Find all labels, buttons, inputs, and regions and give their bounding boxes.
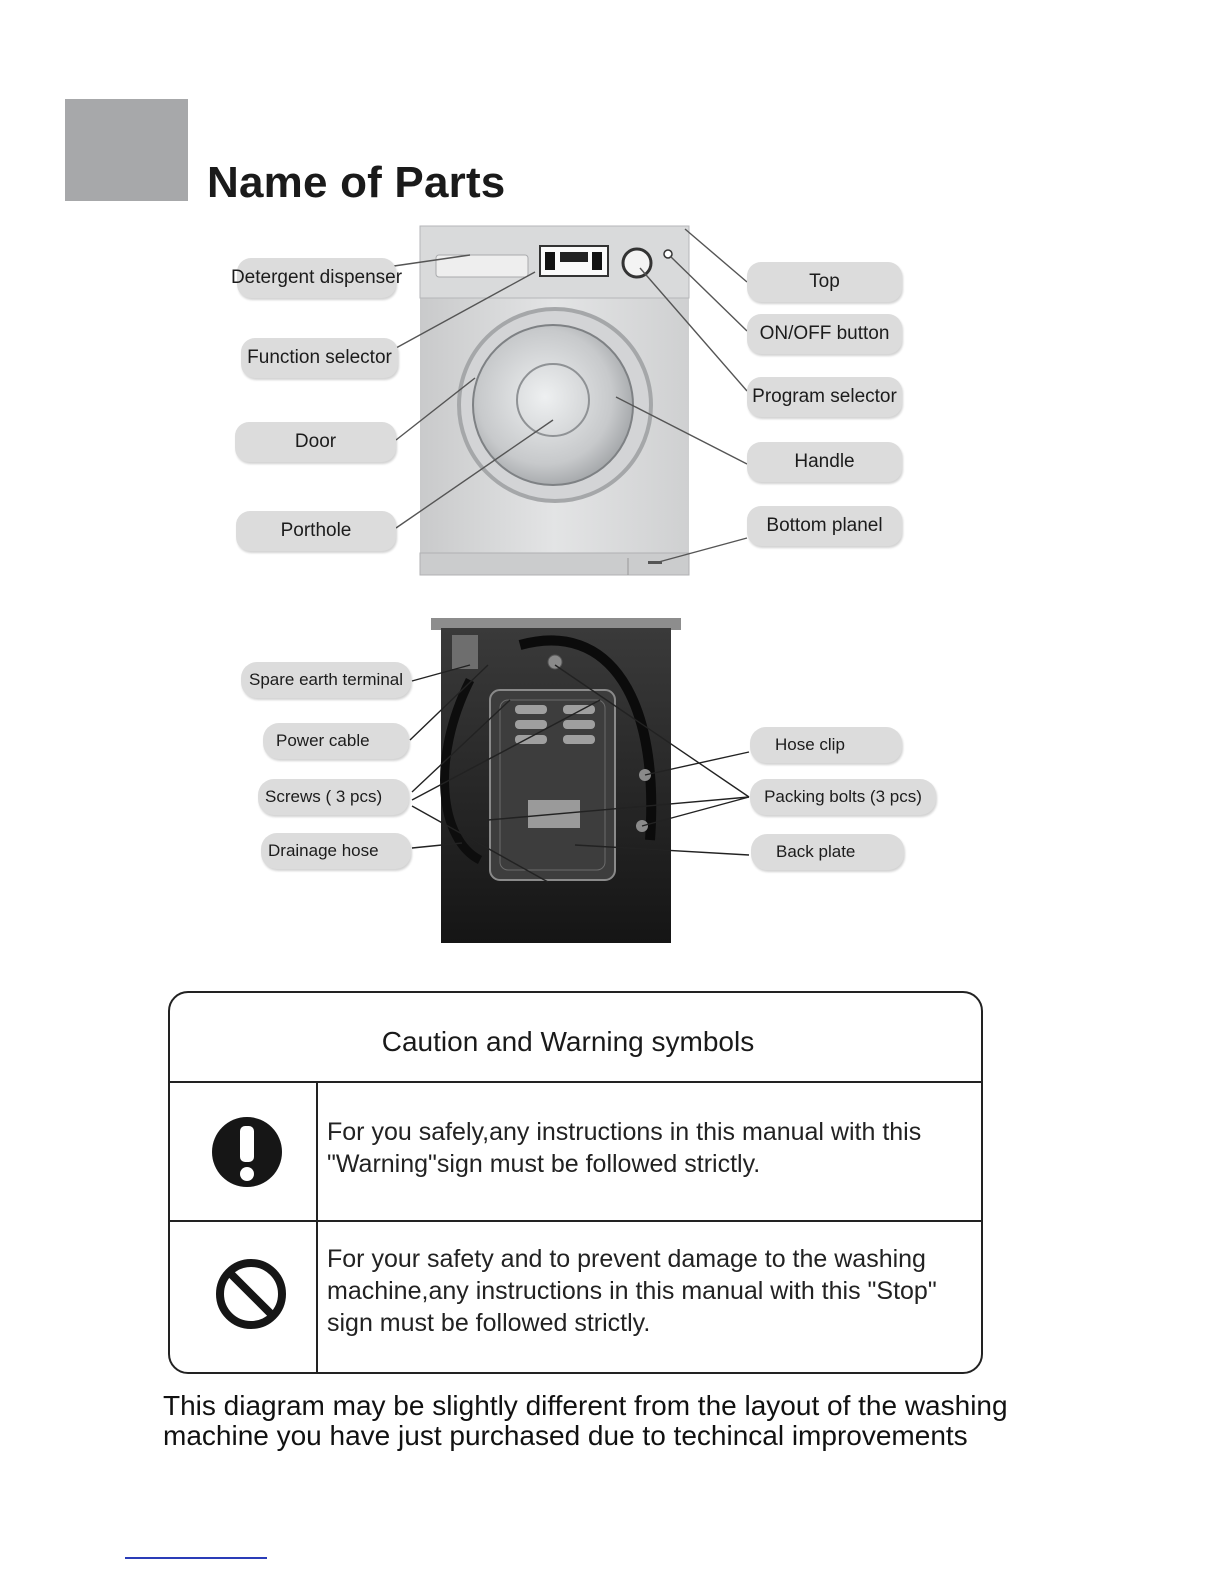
footer-rule (125, 1557, 267, 1559)
label-screws: Screws ( 3 pcs) (258, 779, 409, 815)
program-knob (623, 249, 651, 277)
page-title: Name of Parts (207, 158, 506, 207)
washing-machine-back (431, 618, 681, 943)
caution-divider-2 (169, 1220, 982, 1222)
caution-divider-1 (169, 1081, 982, 1083)
label-porthole: Porthole (236, 511, 396, 551)
diagram-disclaimer: This diagram may be slightly different from the layout of the washing machine you have just purchased due to techincal improvements (163, 1390, 1008, 1451)
label-detergent-dispenser: Detergent dispenser (237, 258, 396, 298)
label-on-off-button: ON/OFF button (747, 314, 902, 354)
label-door: Door (235, 422, 396, 462)
label-power-cable: Power cable (263, 723, 409, 759)
label-program-selector: Program selector (747, 377, 902, 417)
label-back-plate: Back plate (751, 834, 904, 870)
back-plate-panel (490, 690, 615, 880)
label-drainage-hose: Drainage hose (261, 833, 411, 869)
label-top: Top (747, 262, 902, 302)
label-function-selector: Function selector (241, 338, 398, 378)
exclamation-circle-icon (211, 1114, 283, 1190)
prohibition-icon (214, 1256, 288, 1332)
label-hose-clip: Hose clip (750, 727, 902, 763)
stop-instruction-text: For your safety and to prevent damage to the washing machine,any instructions in this manual with this "Stop" sign must be followed strictly. (327, 1245, 937, 1337)
label-handle: Handle (747, 442, 902, 482)
caution-column-divider (316, 1082, 318, 1372)
porthole-glass (473, 325, 633, 485)
label-spare-earth-terminal: Spare earth terminal (241, 662, 411, 698)
label-bottom-panel: Bottom planel (747, 506, 902, 546)
caution-table-title: Caution and Warning symbols (381, 1026, 755, 1057)
label-packing-bolts: Packing bolts (3 pcs) (750, 779, 936, 815)
warning-instruction-text: For you safely,any instructions in this manual with this "Warning"sign must be followed strictly. (327, 1118, 922, 1178)
